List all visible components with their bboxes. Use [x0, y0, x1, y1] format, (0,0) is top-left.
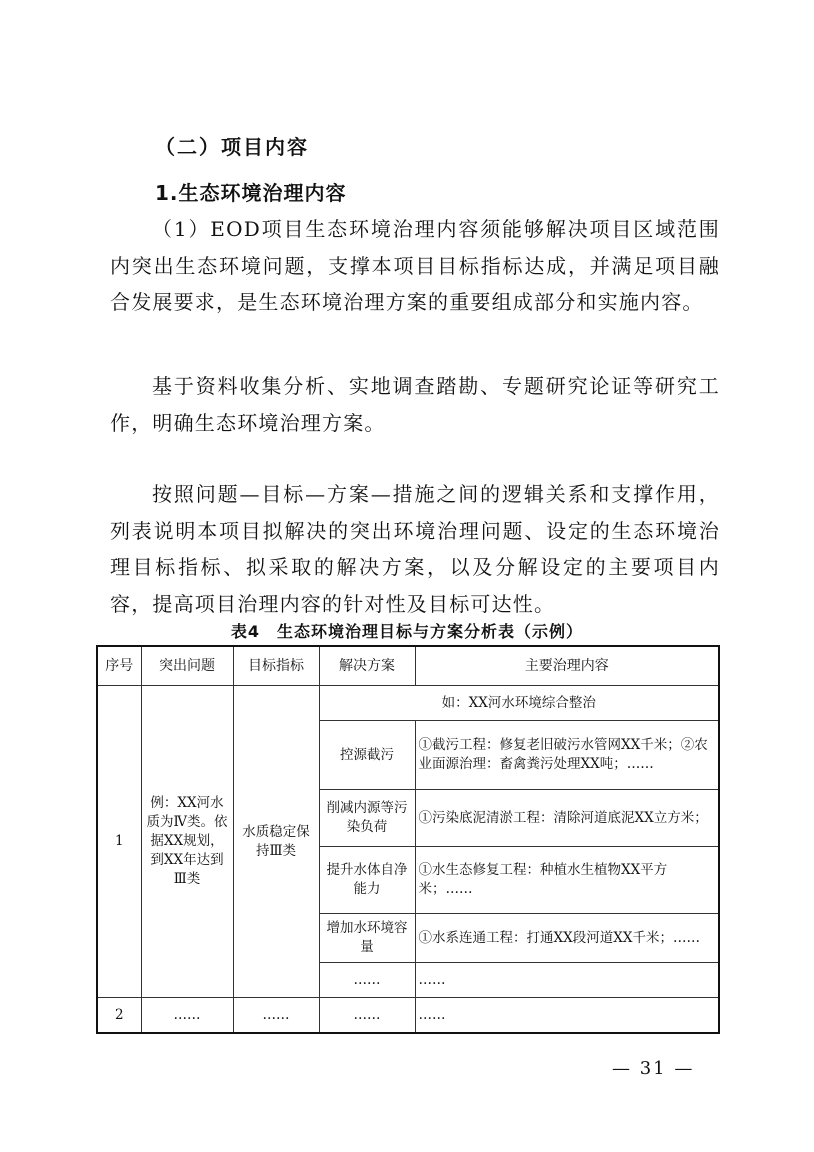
table-title: 表4 生态环境治理目标与方案分析表（示例） [230, 622, 584, 641]
solution-name: 削减内源等污染负荷 [319, 790, 415, 847]
solution-content: ①水生态修复工程：种植水生植物XX平方米；…… [415, 847, 719, 914]
header-problem: 突出问题 [141, 646, 233, 686]
solution-name: 增加水环境容量 [319, 914, 415, 963]
solution-content: ①截污工程：修复老旧破污水管网XX千米；②农业面源治理：畜禽粪污处理XX吨；…… [415, 721, 719, 790]
page-number: — 31 — [612, 1058, 695, 1079]
analysis-table [96, 645, 720, 1034]
solution-content: ①污染底泥清淤工程：清除河道底泥XX立方米； [415, 790, 719, 847]
header-target: 目标指标 [233, 646, 319, 686]
subsection-heading: 1.生态环境治理内容 [155, 181, 347, 205]
paragraph-2: 基于资料收集分析、实地调查踏勘、专题研究论证等研究工作，明确生态环境治理方案。 [110, 374, 720, 435]
solution-content: ①水系连通工程：打通XX段河道XX千米；…… [415, 914, 719, 963]
paragraph-1: （1）EOD项目生态环境治理内容须能够解决项目区域范围内突出生态环境问题，支撑本项目目标指标达成，并满足项目融合发展要求，是生态环境治理方案的重要组成部分和实施内容。 [110, 217, 720, 314]
header-index: 序号 [97, 646, 141, 686]
section-heading: （二）项目内容 [155, 135, 309, 159]
solution-name: …… [319, 963, 415, 998]
example-title: 如：XX河水环境综合整治 [319, 686, 719, 721]
row-index: 1 [97, 686, 141, 998]
solution-content: …… [415, 998, 719, 1034]
solution-content: …… [415, 963, 719, 998]
table-row [97, 998, 719, 1034]
header-content: 主要治理内容 [415, 646, 719, 686]
row-problem: 例：XX河水质为Ⅳ类。依据XX规划，到XX年达到Ⅲ类 [141, 686, 233, 998]
header-solution: 解决方案 [319, 646, 415, 686]
solution-name: 控源截污 [319, 721, 415, 790]
paragraph-3: 按照问题—目标—方案—措施之间的逻辑关系和支撑作用，列表说明本项目拟解决的突出环境治理问题、设定的生态环境治理目标指标、拟采取的解决方案，以及分解设定的主要项目内容，提高项目治理内容的针对性及目标可达性。 [110, 482, 720, 616]
table-row [97, 686, 719, 721]
solution-name: …… [319, 998, 415, 1034]
solution-name: 提升水体自净能力 [319, 847, 415, 914]
row-problem: …… [141, 998, 233, 1034]
row-target: 水质稳定保持Ⅲ类 [233, 686, 319, 998]
row-target: …… [233, 998, 319, 1034]
row-index: 2 [97, 998, 141, 1034]
table-header-row [97, 646, 719, 686]
